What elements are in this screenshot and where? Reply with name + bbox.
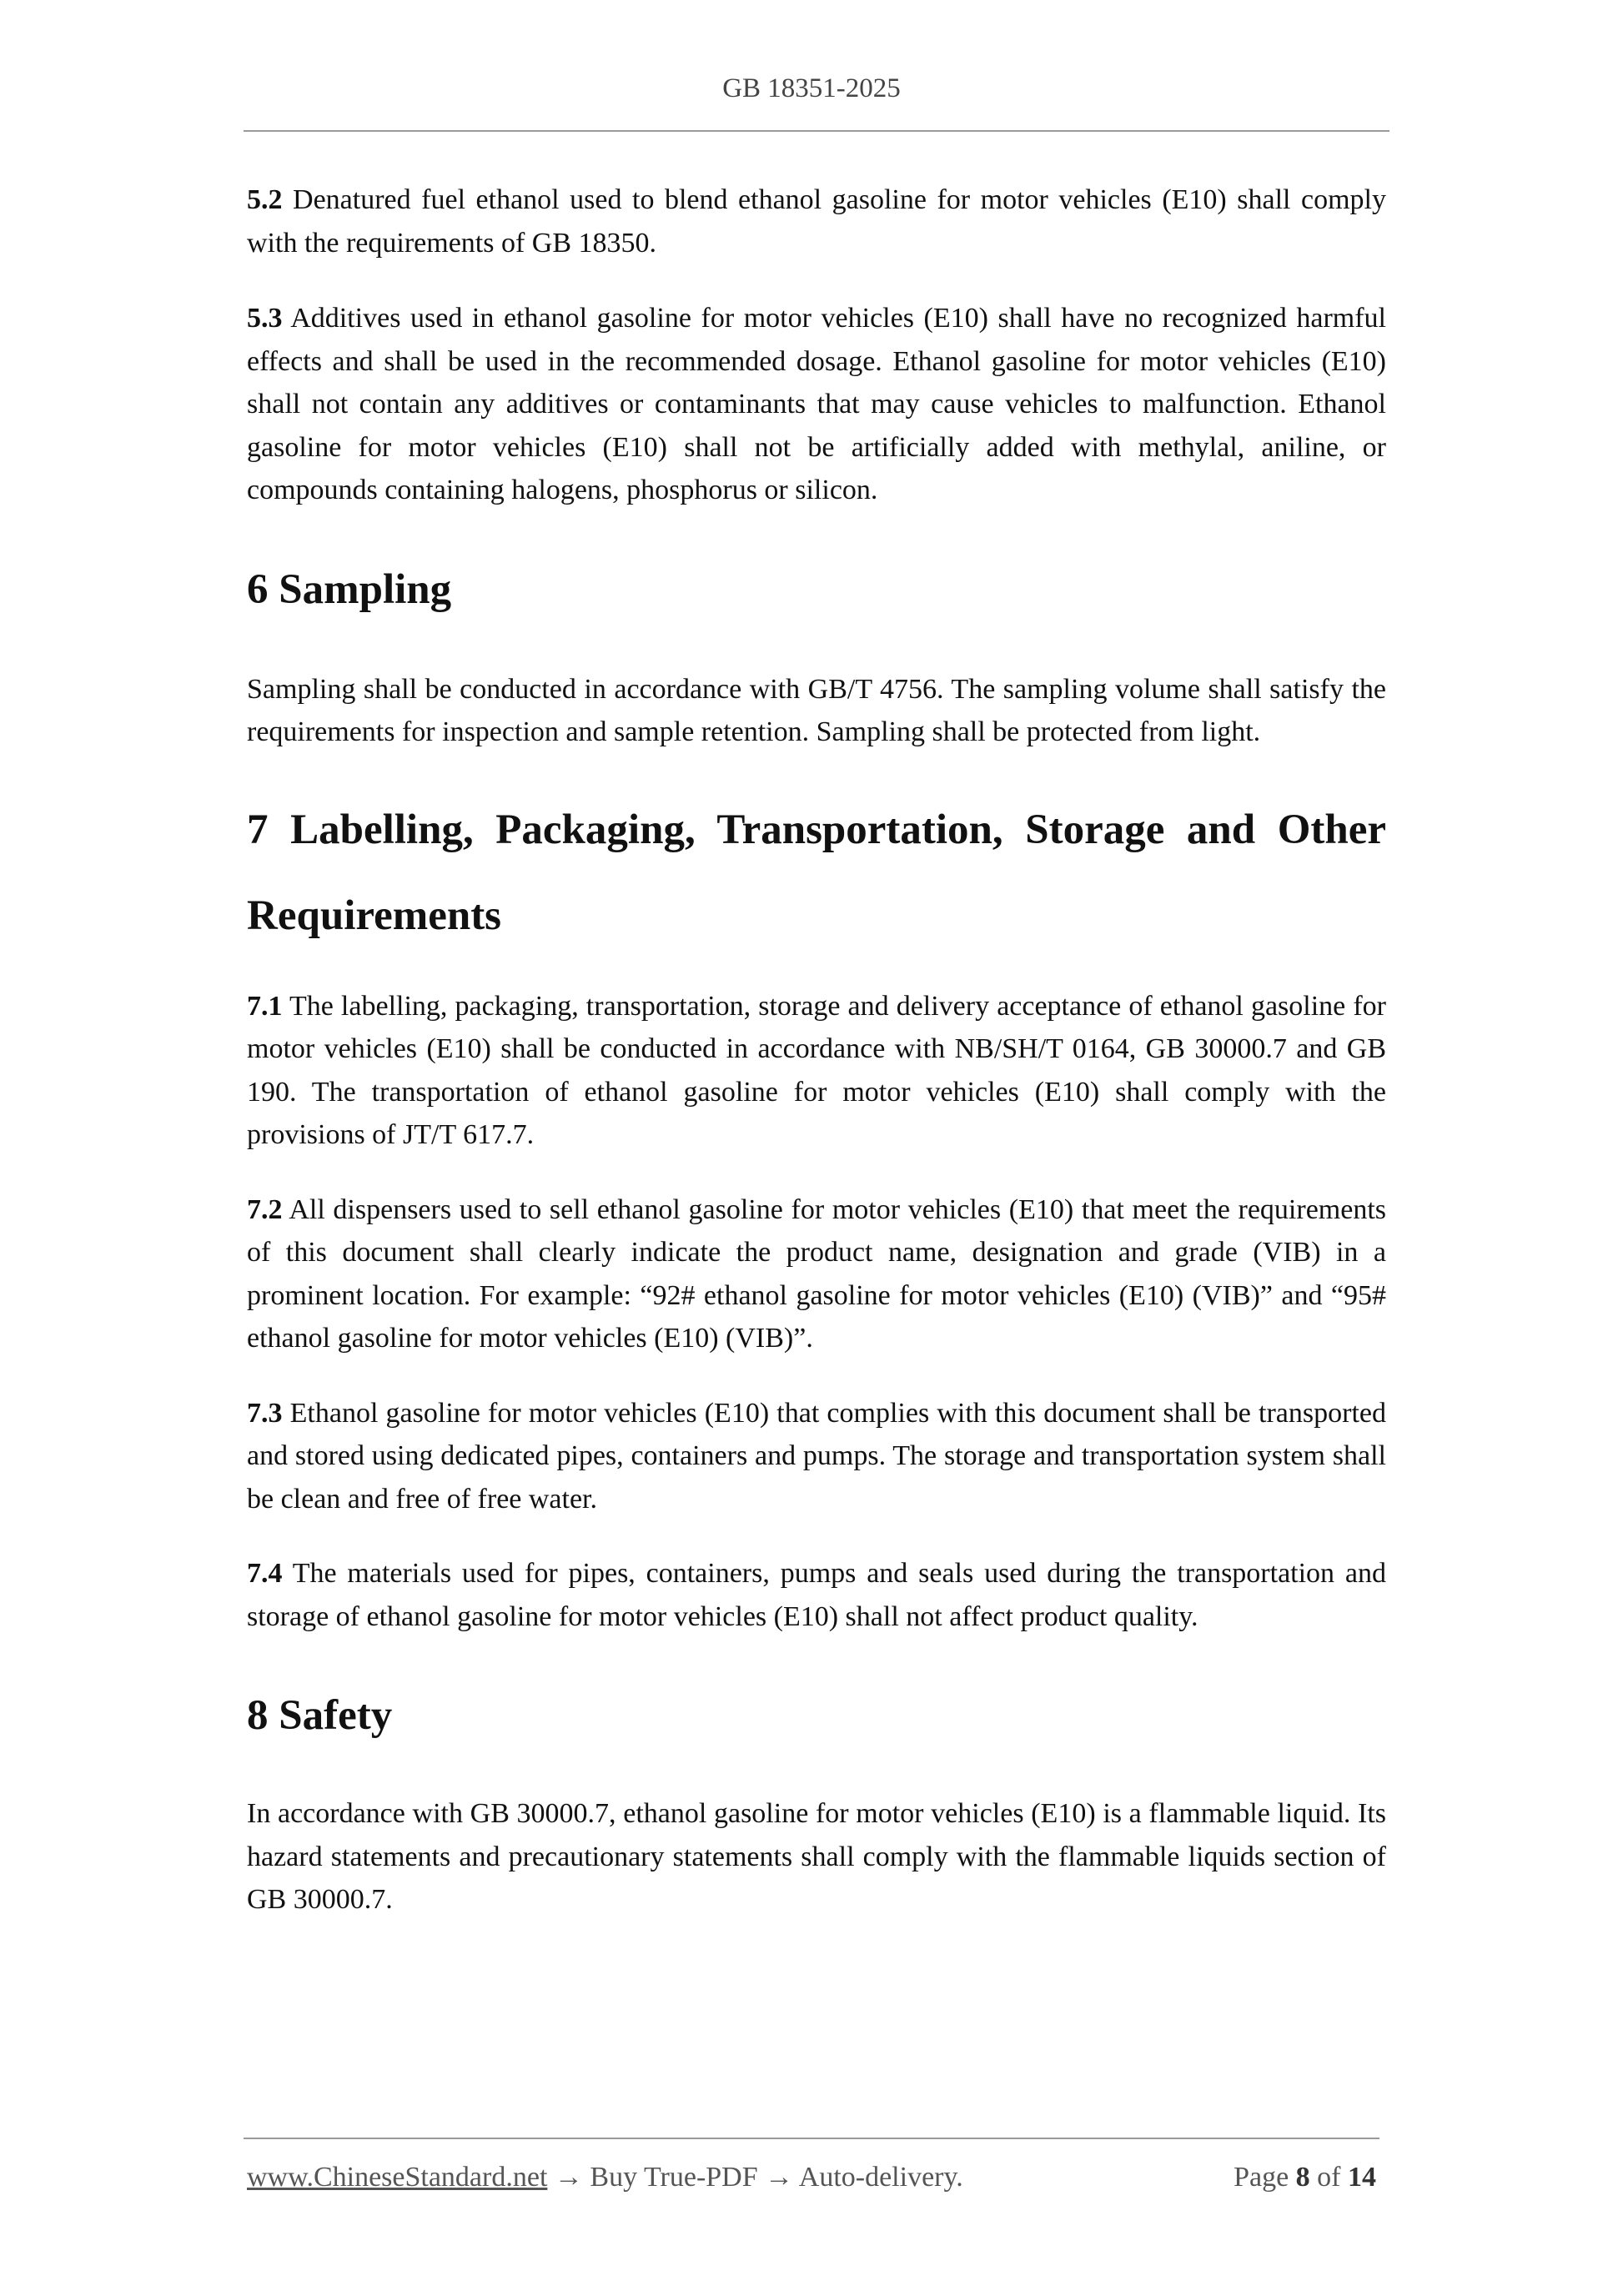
section-6-paragraph: Sampling shall be conducted in accordance with GB/T 4756. The sampling volume shall satisfy the requirements for inspection and sample retention. Sampling shall be protected from light. (247, 673, 1386, 747)
clause-5-3 (247, 297, 1386, 512)
buy-pdf-text: Buy True-PDF (590, 2162, 758, 2193)
page-content (247, 178, 1386, 1922)
clause-text: Ethanol gasoline for motor vehicles (E10) that complies with this document shall be transported and stored using dedicated pipes, containers and pumps. The storage and transportation system shall be clean and free of free water. (247, 1397, 1386, 1515)
heading-8-safety: 8 Safety (247, 1692, 393, 1739)
clause-5-2 (247, 178, 1386, 264)
page-number (1234, 2162, 1376, 2193)
clause-number: 7.2 (247, 1193, 283, 1225)
header-divider (244, 130, 1389, 132)
clause-7-1 (247, 985, 1386, 1157)
page-footer (247, 2162, 1376, 2193)
clause-7-2 (247, 1188, 1386, 1360)
clause-text: All dispensers used to sell ethanol gasoline for motor vehicles (E10) that meet the requirements of this document shall clearly indicate the product name, designation and grade (VIB) in a prominent location. For example: “92# ethanol gasoline for motor vehicles (E10) (VIB)” and “95# ethanol gasoline for motor vehicles (E10) (VIB)”. (247, 1193, 1386, 1354)
page-current: 8 (1295, 2162, 1310, 2193)
clause-7-3 (247, 1392, 1386, 1521)
clause-text: The materials used for pipes, containers, pumps and seals used during the transportation and storage of ethanol gasoline for motor vehicles (E10) shall not affect product quality. (247, 1558, 1386, 1632)
heading-6-sampling: 6 Sampling (247, 565, 452, 613)
clause-text: Denatured fuel ethanol used to blend ethanol gasoline for motor vehicles (E10) shall comply with the requirements of GB 18350. (247, 184, 1386, 259)
clause-number: 5.2 (247, 184, 283, 215)
page-total: 14 (1348, 2162, 1376, 2193)
clause-number: 7.1 (247, 990, 283, 1022)
arrow-right-icon: → (765, 2162, 794, 2193)
header-standard-number: GB 18351-2025 (722, 73, 901, 103)
section-8-paragraph: In accordance with GB 30000.7, ethanol gasoline for motor vehicles (E10) is a flammable liquid. Its hazard statements and precautionary statements shall comply with the flammable liquids section of GB 30000.7. (247, 1798, 1386, 1915)
clause-number: 5.3 (247, 303, 283, 334)
clause-number: 7.3 (247, 1397, 283, 1429)
footer-divider (244, 2138, 1379, 2139)
website-link[interactable]: www.ChineseStandard.net (247, 2162, 548, 2193)
page-of-label: of (1317, 2162, 1341, 2193)
clause-text: The labelling, packaging, transportation, storage and delivery acceptance of ethanol gasoline for motor vehicles (E10) shall be conducted in accordance with NB/SH/T 0164, GB 30000.7 and GB 190. The transportation of ethanol gasoline for motor vehicles (E10) shall comply with the provisions of JT/T 617.7. (247, 990, 1386, 1150)
heading-7-requirements: 7 Labelling, Packaging, Transportation, Storage and Other Requirements (247, 806, 1386, 939)
auto-delivery-text: Auto-delivery. (798, 2162, 963, 2193)
page-label: Page (1234, 2162, 1289, 2193)
clause-number: 7.4 (247, 1558, 283, 1589)
clause-text: Additives used in ethanol gasoline for motor vehicles (E10) shall have no recognized harmful effects and shall be used in the recommended dosage. Ethanol gasoline for motor vehicles (E10) shall not contain any additives or contaminants that may cause vehicles to malfunction. Ethanol gasoline for motor vehicles (E10) shall not be artificially added with methylal, aniline, or compounds containing halogens, phosphorus or silicon. (247, 303, 1386, 505)
arrow-right-icon: → (554, 2162, 583, 2193)
clause-7-4 (247, 1552, 1386, 1638)
